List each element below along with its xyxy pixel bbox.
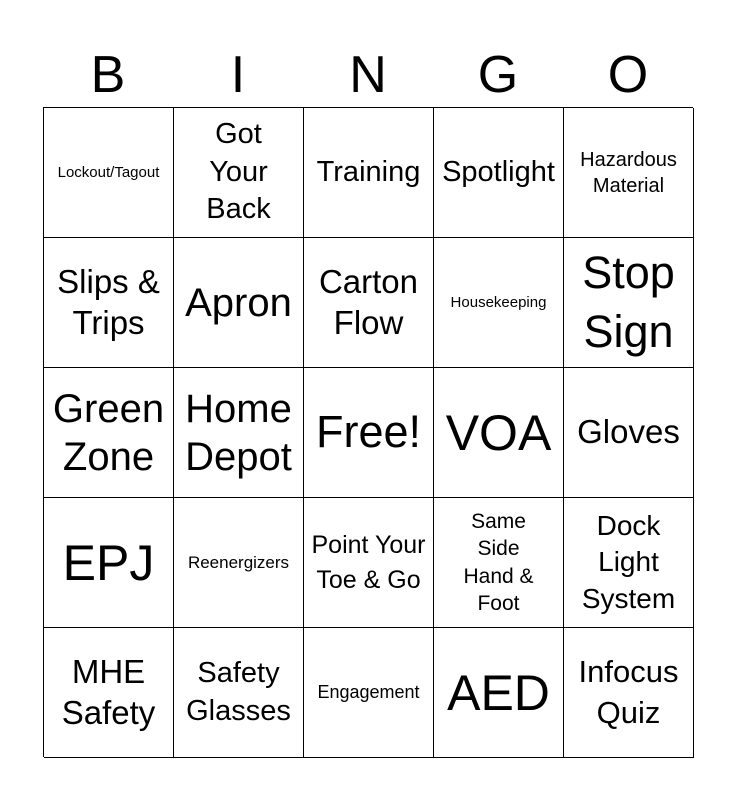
bingo-cell-epj[interactable] bbox=[44, 498, 174, 628]
bingo-cell-carton-flow[interactable] bbox=[304, 238, 434, 368]
bingo-cell-green-zone[interactable] bbox=[44, 368, 174, 498]
cell-label: Free! bbox=[315, 406, 422, 458]
cell-label: Safety Glasses bbox=[186, 656, 291, 727]
cell-label: EPJ bbox=[62, 534, 155, 591]
cell-label: Infocus Quiz bbox=[578, 654, 679, 730]
cell-label: Training bbox=[316, 155, 421, 188]
bingo-cell-home-depot[interactable] bbox=[174, 368, 304, 498]
bingo-cell-safety-glasses[interactable] bbox=[174, 628, 304, 758]
cell-label: Green Zone bbox=[52, 386, 165, 479]
header-letter-b: B bbox=[90, 46, 126, 104]
cell-label: Point Your Toe & Go bbox=[311, 530, 426, 594]
header-letter-i: I bbox=[230, 46, 246, 104]
bingo-cell-housekeeping[interactable] bbox=[434, 238, 564, 368]
cell-label: Housekeeping bbox=[450, 293, 547, 311]
cell-label: Engagement bbox=[317, 682, 420, 703]
cell-label: VOA bbox=[445, 404, 552, 461]
cell-label: Apron bbox=[185, 280, 292, 325]
header-letter-o: O bbox=[607, 46, 649, 104]
bingo-cell-stop-sign[interactable] bbox=[564, 238, 694, 368]
bingo-cell-reenergizers[interactable] bbox=[174, 498, 304, 628]
bingo-cell-infocus-quiz[interactable] bbox=[564, 628, 694, 758]
bingo-cell-hazardous-material[interactable] bbox=[564, 108, 694, 238]
header-letter-g: G bbox=[477, 46, 519, 104]
bingo-cell-aed[interactable] bbox=[434, 628, 564, 758]
cell-label: AED bbox=[447, 664, 550, 721]
bingo-board bbox=[43, 107, 693, 757]
bingo-cell-gloves[interactable] bbox=[564, 368, 694, 498]
bingo-cell-got-your-back[interactable] bbox=[174, 108, 304, 238]
bingo-cell-engagement[interactable] bbox=[304, 628, 434, 758]
cell-label: Slips & Trips bbox=[57, 263, 160, 341]
cell-label: Dock Light System bbox=[581, 509, 676, 614]
bingo-cell-point-your-toe-go[interactable] bbox=[304, 498, 434, 628]
bingo-cell-dock-light-system[interactable] bbox=[564, 498, 694, 628]
bingo-cell-training[interactable] bbox=[304, 108, 434, 238]
bingo-cell-free[interactable] bbox=[304, 368, 434, 498]
cell-label: Home Depot bbox=[185, 386, 292, 479]
cell-label: Gloves bbox=[577, 413, 680, 451]
bingo-cell-voa[interactable] bbox=[434, 368, 564, 498]
bingo-cell-same-side-hand-foot[interactable] bbox=[434, 498, 564, 628]
bingo-cell-lockout-tagout[interactable] bbox=[44, 108, 174, 238]
cell-label: Reenergizers bbox=[187, 552, 290, 572]
cell-label: Carton Flow bbox=[318, 263, 419, 341]
bingo-cell-mhe-safety[interactable] bbox=[44, 628, 174, 758]
cell-label: Got Your Back bbox=[206, 117, 271, 226]
bingo-cell-spotlight[interactable] bbox=[434, 108, 564, 238]
header-letter-n: N bbox=[349, 46, 387, 104]
cell-label: Lockout/Tagout bbox=[57, 163, 160, 181]
bingo-cell-slips-trips[interactable] bbox=[44, 238, 174, 368]
bingo-cell-apron[interactable] bbox=[174, 238, 304, 368]
cell-label: Same Side Hand & Foot bbox=[463, 509, 534, 615]
bingo-header bbox=[43, 44, 693, 106]
cell-label: Stop Sign bbox=[582, 247, 675, 357]
cell-label: Hazardous Material bbox=[580, 148, 677, 197]
cell-label: MHE Safety bbox=[61, 653, 156, 731]
cell-label: Spotlight bbox=[442, 155, 555, 188]
